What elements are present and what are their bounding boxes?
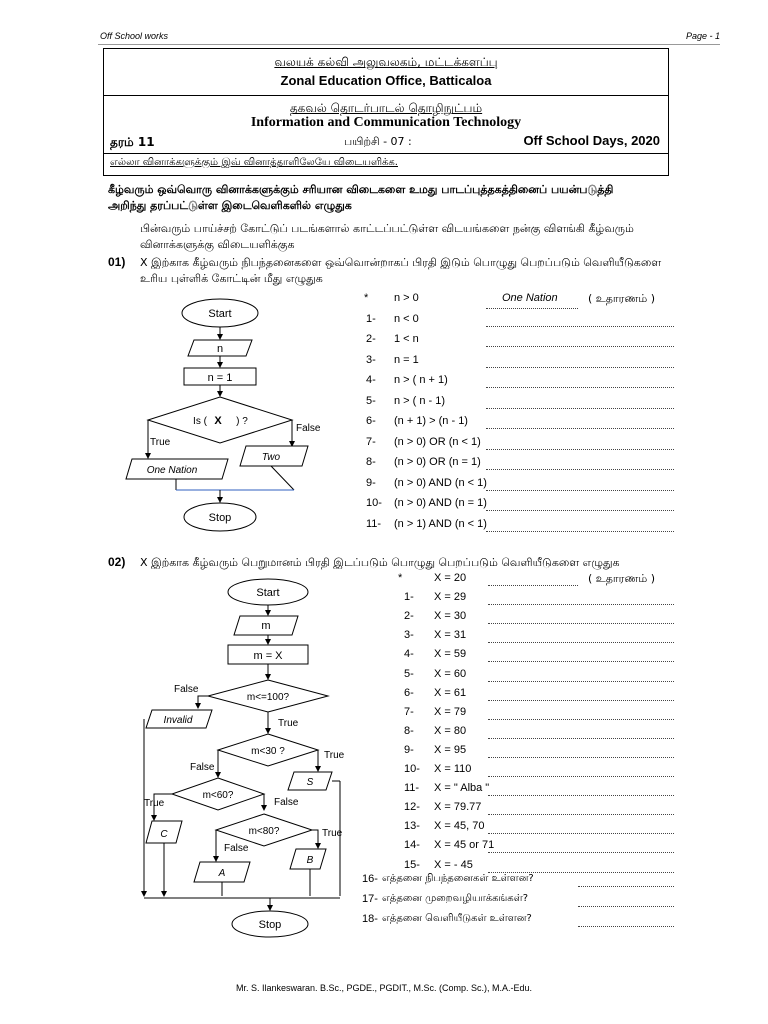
q2-item-value: X = 80 — [434, 724, 467, 737]
q1-assign-text: n = 1 — [207, 372, 233, 384]
q1-false-label: False — [296, 423, 321, 434]
q1-item-condition: (n > 0) AND (n < 1) — [394, 476, 487, 489]
q1-answer-line[interactable] — [486, 408, 674, 409]
q1-answer-line[interactable] — [486, 326, 674, 327]
q2-assign-text: m = X — [253, 650, 283, 662]
intro-line-1: கீழ்வரும் ஒவ்வொரு வினாக்களுக்கும் சரியான விடைகளை உமது பாடப்புத்தகத்தினைப் பயன்படுத்தி — [108, 183, 614, 196]
q2-d3-true: True — [144, 798, 165, 809]
q1-item-number: 10- — [366, 497, 382, 509]
q1-text-1: X இற்காக கீழ்வரும் நிபந்தனைகளை ஒவ்வொன்றாகப் பிரதி இடும் பொழுது பெறப்படும் வெளியீடுகளை — [140, 256, 662, 269]
q2-answer-line[interactable] — [488, 814, 674, 815]
q1-answer-line[interactable] — [486, 428, 674, 429]
q2-a-text: A — [218, 868, 226, 879]
q1-item-condition: n > 0 — [394, 292, 419, 304]
q1-input-text: n — [216, 343, 224, 355]
q1-item-number: 9- — [366, 476, 376, 489]
q1-answer-line[interactable] — [486, 367, 674, 368]
q2-item-value: X = 30 — [434, 610, 467, 623]
q1-decision-x: X — [214, 415, 222, 427]
q1-item-number: 3- — [366, 353, 376, 366]
q2-extra-text: எத்தனை நிபந்தனைகள் உள்ளன? — [382, 873, 534, 884]
q2-d2-false: False — [190, 762, 215, 773]
q2-answer-line[interactable] — [488, 642, 674, 643]
q2-d2-true: True — [324, 750, 345, 761]
q1-answer-line[interactable] — [486, 387, 674, 388]
q1-example-label: ( உதாரணம் ) — [588, 292, 655, 305]
q2-text: X இற்காக கீழ்வரும் பெறுமானம் பிரதி இடப்படும் பொழுது பெறப்படும் வெளியீடுகளை எழுதுக — [140, 556, 620, 569]
q2-item-number: 11- — [404, 782, 420, 795]
q1-item-condition: (n + 1) > (n - 1) — [394, 415, 468, 427]
q1-item-condition: (n > 1) AND (n < 1) — [394, 517, 487, 530]
office-tamil: வலயக் கல்வி அலுவலகம், மட்டக்களப்பு — [274, 55, 498, 69]
exercise-label: பயிற்சி - 07 : — [344, 135, 412, 148]
header-right: Page - 1 — [686, 31, 721, 41]
title-box — [103, 48, 669, 176]
q2-d1-true: True — [278, 718, 299, 729]
q2-item-value: X = 45 or 71 — [434, 839, 495, 852]
q2-d4-true: True — [322, 828, 343, 839]
q1-item-number: * — [364, 292, 369, 304]
q2-invalid-text: Invalid — [163, 715, 193, 726]
q1-true-label: True — [150, 437, 171, 448]
q1-item-condition: (n > 0) OR (n = 1) — [394, 456, 481, 468]
q1-output-true-text: One Nation — [146, 465, 198, 476]
q2-example-label: ( உதாரணம் ) — [588, 572, 655, 585]
q2-b-text: B — [306, 855, 314, 866]
q2-answer-line[interactable] — [488, 623, 674, 624]
q2-flowchart — [130, 578, 360, 948]
q1-answer-line[interactable] — [486, 346, 674, 347]
q2-answer-line[interactable] — [488, 757, 674, 758]
q2-item-number: 10- — [404, 763, 420, 775]
q1-answer-line[interactable] — [486, 449, 674, 450]
q2-answer-line[interactable] — [488, 852, 674, 853]
q1-answer-line[interactable] — [486, 490, 674, 491]
q2-item-number: 8- — [404, 724, 414, 737]
q1-text-2: உரிய புள்ளிக் கோட்டின் மீது எழுதுக — [140, 272, 323, 285]
office-english: Zonal Education Office, Batticaloa — [280, 73, 492, 88]
q2-item-number: 12- — [404, 801, 420, 814]
q2-decision-3-text: m<60? — [202, 790, 234, 801]
subject-english: Information and Communication Technology — [250, 115, 522, 130]
q2-item-number: 9- — [404, 743, 414, 756]
q2-d1-false: False — [174, 684, 199, 695]
q1-item-condition: n = 1 — [394, 353, 419, 366]
q2-extra-text: எத்தனை முறைவழியாக்கங்கள்? — [382, 893, 529, 904]
q1-output-false-text: Two — [261, 452, 281, 463]
q2-decision-1-text: m<=100? — [246, 692, 290, 703]
q1-item-number: 8- — [366, 456, 376, 468]
q1-item-number: 7- — [366, 435, 376, 448]
q2-item-number: 1- — [404, 591, 414, 604]
q2-answer-line[interactable] — [488, 719, 674, 720]
q1-item-number: 1- — [366, 312, 376, 325]
q2-extra-number: 17- — [362, 893, 378, 905]
q2-item-value: X = 31 — [434, 629, 467, 642]
q2-item-value: X = - 45 — [434, 858, 473, 871]
q2-answer-line[interactable] — [488, 776, 674, 777]
subject-tamil: தகவல் தொடர்பாடல் தொழிநுட்பம் — [289, 101, 483, 115]
q1-item-number: 5- — [366, 394, 376, 407]
instruction-note: எல்லா வினாக்களுக்கும் இவ் வினாத்தாளிலேயே விடையளிக்க. — [110, 157, 398, 168]
intro-line-4: வினாக்களுக்கு விடையளிக்குக — [140, 238, 295, 251]
q1-item-number: 2- — [366, 333, 376, 345]
q2-item-value: X = 20 — [434, 572, 467, 584]
q1-answer-line[interactable] — [486, 510, 674, 511]
q2-item-number: 15- — [404, 858, 420, 871]
header-left: Off School works — [100, 31, 169, 41]
q2-c-text: C — [160, 829, 168, 840]
q2-extra-number: 16- — [362, 873, 378, 885]
q2-d3-false: False — [274, 797, 299, 808]
q1-start-text: Start — [208, 308, 232, 320]
q2-item-number: 6- — [404, 686, 414, 699]
q2-extra-answer-line[interactable] — [578, 906, 674, 907]
q1-item-condition: n < 0 — [394, 312, 419, 325]
q2-example-line — [488, 585, 578, 586]
q2-item-value: X = 45, 70 — [434, 820, 485, 833]
q1-number: 01) — [108, 255, 126, 269]
q2-d4-false: False — [224, 843, 249, 854]
q2-answer-line[interactable] — [488, 738, 674, 739]
q1-item-condition: n > ( n + 1) — [394, 374, 448, 386]
q1-stop-text: Stop — [208, 512, 232, 524]
q2-s-text: S — [306, 777, 314, 788]
q2-decision-2-text: m<30 ? — [251, 746, 285, 757]
q1-example-answer: One Nation — [502, 292, 558, 304]
q2-item-number: 14- — [404, 839, 420, 852]
q2-answer-line[interactable] — [488, 661, 674, 662]
q2-extra-answer-line[interactable] — [578, 886, 674, 887]
q1-flowchart — [118, 296, 338, 546]
q2-item-number: 7- — [404, 705, 414, 718]
q1-item-number: 4- — [366, 374, 376, 386]
q2-stop-text: Stop — [258, 919, 282, 931]
q2-item-value: X = 60 — [434, 667, 467, 680]
q2-item-number: 13- — [404, 820, 420, 833]
q1-item-condition: 1 < n — [394, 333, 419, 345]
q2-extra-number: 18- — [362, 913, 378, 925]
q2-item-value: X = 79.77 — [434, 801, 482, 814]
q2-item-number: 3- — [404, 629, 414, 642]
q2-start-text: Start — [256, 587, 280, 599]
q1-item-condition: (n > 0) AND (n = 1) — [394, 497, 487, 509]
q2-answer-line[interactable] — [488, 795, 674, 796]
q2-item-value: X = 61 — [434, 686, 467, 699]
q2-decision-4-text: m<80? — [248, 826, 280, 837]
q1-decision-pre: Is ( — [193, 416, 207, 427]
off-school-days: Off School Days, 2020 — [523, 133, 660, 148]
q2-item-value: X = 95 — [434, 743, 467, 756]
q2-item-value: X = " Alba " — [434, 782, 490, 795]
q2-item-number: * — [398, 572, 403, 584]
q2-input-text: m — [261, 620, 271, 632]
intro-line-3: பின்வரும் பாய்ச்சற் கோட்டுப் படங்களால் காட்டப்பட்டுள்ள விடயங்களை நன்கு விளங்கி கீழ்வரும் — [140, 222, 634, 235]
q2-item-number: 5- — [404, 667, 414, 680]
q2-number: 02) — [108, 555, 126, 569]
q2-item-value: X = 110 — [434, 763, 472, 775]
q2-item-number: 4- — [404, 648, 414, 661]
q1-decision-post: ) ? — [236, 416, 248, 427]
q2-extra-text: எத்தனை வெளியீடுகள் உள்ளன? — [382, 913, 532, 924]
q2-answer-line[interactable] — [488, 700, 674, 701]
header-rule — [98, 44, 720, 45]
q2-answer-line[interactable] — [488, 833, 674, 834]
q2-item-value: X = 79 — [434, 705, 467, 718]
q1-item-number: 6- — [366, 415, 376, 427]
q1-answer-line[interactable] — [486, 531, 674, 532]
q1-item-number: 11- — [366, 517, 382, 530]
q1-answer-line[interactable] — [486, 469, 674, 470]
q1-example-line — [486, 308, 578, 309]
q2-item-value: X = 59 — [434, 648, 467, 661]
footer-credit: Mr. S. Ilankeswaran. B.Sc., PGDE., PGDIT., M.Sc. (Comp. Sc.), M.A.-Edu. — [235, 983, 533, 993]
q2-item-value: X = 29 — [434, 591, 467, 604]
grade-label: தரம் 11 — [110, 135, 155, 149]
intro-line-2: அறிந்து தரப்பட்டுள்ள இடைவெளிகளில் எழுதுக — [108, 199, 352, 212]
q2-answer-line[interactable] — [488, 681, 674, 682]
q2-extra-answer-line[interactable] — [578, 926, 674, 927]
q1-item-condition: n > ( n - 1) — [394, 394, 446, 407]
q1-item-condition: (n > 0) OR (n < 1) — [394, 435, 481, 448]
q2-answer-line[interactable] — [488, 604, 674, 605]
q2-item-number: 2- — [404, 610, 414, 623]
